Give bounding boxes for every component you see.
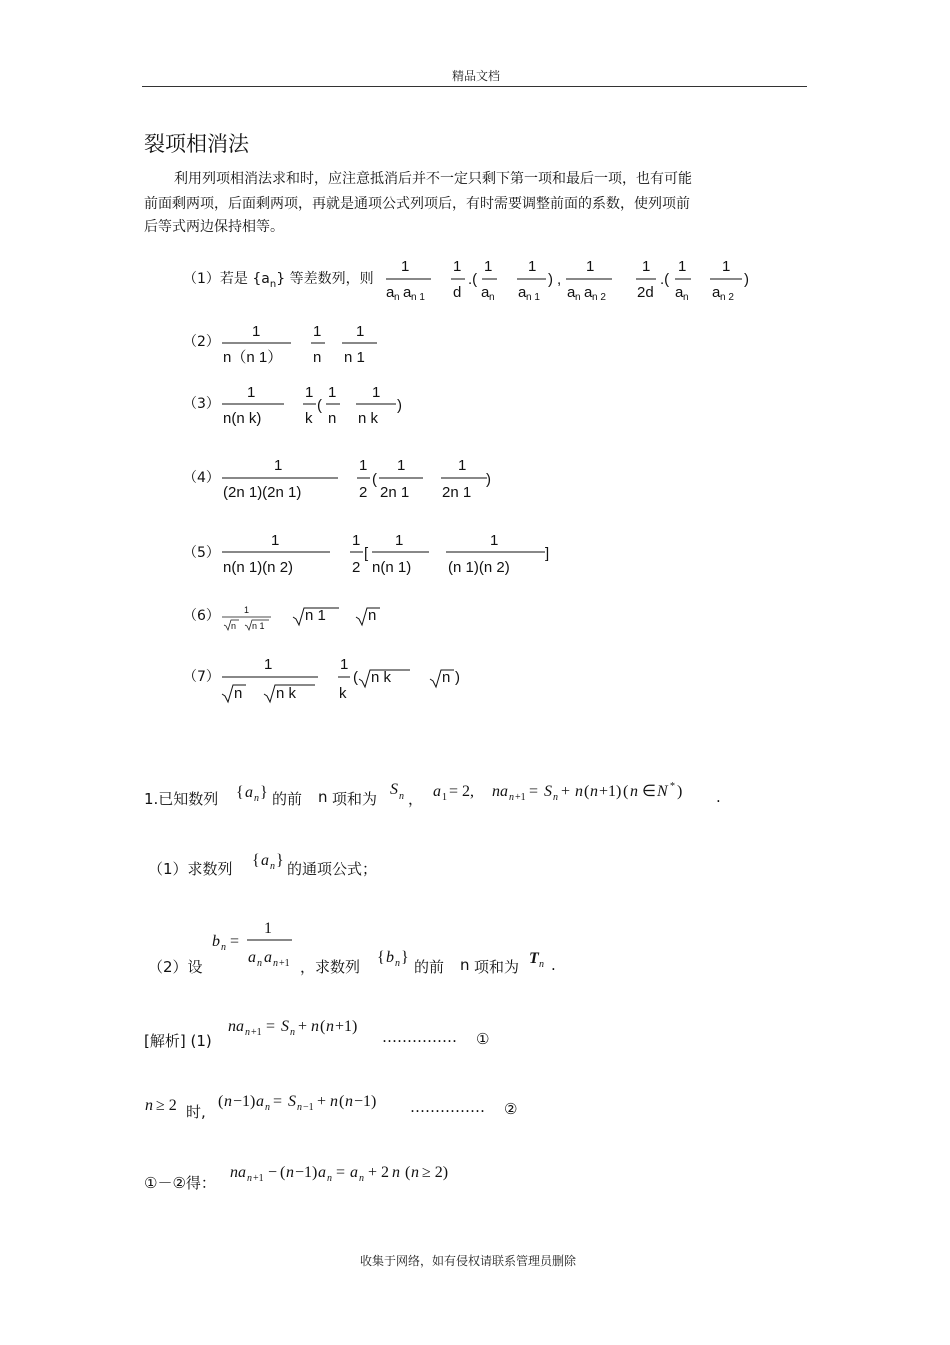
part2-mid3: 项和为 bbox=[474, 958, 520, 976]
svg-text:1: 1 bbox=[442, 792, 447, 803]
svg-text:[: [ bbox=[364, 545, 369, 562]
svg-text:1: 1 bbox=[352, 532, 361, 549]
svg-text:n: n bbox=[368, 607, 377, 624]
svg-text:a: a bbox=[318, 1164, 326, 1181]
svg-text:na: na bbox=[230, 1164, 246, 1181]
svg-text:n k: n k bbox=[358, 410, 379, 427]
formula-4 bbox=[222, 457, 491, 501]
formula-7-label: （7） bbox=[183, 669, 220, 685]
svg-text:2: 2 bbox=[352, 559, 361, 576]
svg-text:n: n bbox=[489, 292, 495, 303]
svg-text:1: 1 bbox=[313, 323, 322, 340]
problem-Sn bbox=[390, 781, 404, 802]
svg-text:}: } bbox=[276, 852, 284, 869]
svg-text:a: a bbox=[261, 852, 269, 869]
svg-text:+1: +1 bbox=[253, 1173, 264, 1184]
svg-text:n: n bbox=[297, 1102, 302, 1113]
solution-dots-1: …………… bbox=[382, 1028, 457, 1046]
svg-text:n（n 1）: n（n 1） bbox=[223, 349, 283, 366]
svg-text:): ) bbox=[455, 669, 460, 686]
formula-7 bbox=[222, 656, 460, 702]
svg-text:a: a bbox=[433, 783, 441, 800]
svg-text:n: n bbox=[327, 1173, 332, 1184]
svg-text:n: n bbox=[330, 1093, 338, 1110]
svg-text:1: 1 bbox=[305, 384, 314, 401]
svg-text:−1): −1) bbox=[354, 1093, 377, 1110]
svg-text:n: n bbox=[683, 292, 689, 303]
svg-text:1: 1 bbox=[722, 258, 731, 275]
svg-text:1: 1 bbox=[528, 258, 537, 275]
svg-text:1: 1 bbox=[642, 258, 651, 275]
svg-text:1: 1 bbox=[678, 258, 687, 275]
svg-text:n: n bbox=[328, 410, 337, 427]
formula-6-label: （6） bbox=[183, 608, 220, 624]
solution-mark-1: ① bbox=[476, 1030, 490, 1048]
svg-text:(: ( bbox=[584, 783, 590, 800]
svg-text:{: { bbox=[377, 949, 385, 966]
svg-text:n: n bbox=[145, 1097, 153, 1114]
svg-text:=: = bbox=[336, 1164, 346, 1181]
intro-line-1: 利用列项相消法求和时，应注意抵消后并不一定只剩下第一项和最后一项，也有可能 bbox=[174, 171, 692, 187]
formula-5-label: （5） bbox=[183, 545, 220, 561]
svg-text:a: a bbox=[584, 284, 593, 301]
svg-text:n(n k): n(n k) bbox=[223, 410, 262, 427]
svg-text:a: a bbox=[245, 784, 253, 801]
svg-text:T: T bbox=[529, 950, 539, 967]
svg-text:−1): −1) bbox=[295, 1164, 318, 1181]
svg-text:na: na bbox=[228, 1018, 244, 1035]
svg-text:1: 1 bbox=[484, 258, 493, 275]
solution-dots-2: …………… bbox=[410, 1098, 485, 1116]
solution-cond-suffix: 时, bbox=[186, 1103, 206, 1121]
part2-set-b bbox=[377, 949, 409, 969]
svg-text:−: − bbox=[268, 1164, 278, 1181]
svg-text:n: n bbox=[326, 1018, 334, 1035]
svg-text:}: } bbox=[401, 949, 409, 966]
svg-text:+ 2: + 2 bbox=[368, 1164, 390, 1181]
svg-text:1: 1 bbox=[274, 457, 283, 474]
solution-eq1 bbox=[228, 1018, 357, 1038]
svg-text:+1: +1 bbox=[279, 958, 290, 969]
svg-text:(: ( bbox=[320, 1018, 326, 1035]
problem-conditions bbox=[433, 781, 682, 803]
part2-mid: ，求数列 bbox=[300, 958, 361, 976]
svg-text:{: { bbox=[252, 852, 260, 869]
formula-6 bbox=[222, 605, 380, 631]
svg-text:n: n bbox=[273, 958, 278, 969]
svg-text:n: n bbox=[509, 792, 514, 803]
formula-2 bbox=[222, 323, 377, 366]
svg-text:n: n bbox=[442, 669, 451, 686]
svg-text:n: n bbox=[270, 861, 275, 872]
page-header: 精品文档 bbox=[452, 69, 501, 83]
svg-text:,: , bbox=[557, 271, 562, 288]
svg-text:na: na bbox=[492, 783, 508, 800]
problem-n: n bbox=[318, 788, 328, 806]
svg-text:n: n bbox=[359, 1173, 364, 1184]
svg-text:]: ] bbox=[545, 545, 550, 562]
svg-text:(: ( bbox=[339, 1093, 345, 1110]
svg-text:n: n bbox=[575, 292, 581, 303]
part1-label: （1）求数列 bbox=[148, 860, 233, 878]
part1-end: 的通项公式； bbox=[287, 860, 378, 878]
svg-text:n k: n k bbox=[371, 669, 392, 686]
svg-text:1: 1 bbox=[356, 323, 365, 340]
svg-text:1: 1 bbox=[395, 532, 404, 549]
svg-text:2d: 2d bbox=[637, 284, 654, 301]
svg-text:a: a bbox=[403, 284, 412, 301]
svg-text:a: a bbox=[350, 1164, 358, 1181]
svg-text:a: a bbox=[248, 949, 256, 966]
svg-text:n: n bbox=[265, 1102, 270, 1113]
svg-text:n: n bbox=[257, 958, 262, 969]
svg-text:1: 1 bbox=[397, 457, 406, 474]
svg-text:S: S bbox=[288, 1093, 296, 1110]
svg-text:(: ( bbox=[405, 1164, 411, 1181]
svg-text:n: n bbox=[630, 783, 638, 800]
svg-text:1: 1 bbox=[247, 384, 256, 401]
svg-text:b: b bbox=[386, 949, 394, 966]
svg-text:≥ 2): ≥ 2) bbox=[422, 1164, 449, 1181]
formula-4-label: （4） bbox=[183, 470, 220, 486]
svg-text:n: n bbox=[313, 349, 322, 366]
svg-text:): ) bbox=[397, 397, 402, 414]
problem-mid1: 的前 bbox=[272, 790, 303, 808]
svg-text:a: a bbox=[518, 284, 527, 301]
svg-text:.(: .( bbox=[468, 271, 478, 288]
svg-text:n: n bbox=[254, 793, 259, 804]
svg-text:n 1: n 1 bbox=[305, 607, 326, 624]
svg-text:∈: ∈ bbox=[642, 783, 656, 800]
svg-text:(: ( bbox=[280, 1164, 286, 1181]
svg-text:n: n bbox=[395, 958, 400, 969]
problem-prefix: 1.已知数列 bbox=[144, 790, 219, 808]
svg-text:n: n bbox=[392, 1164, 400, 1181]
section-title: 裂项相消法 bbox=[144, 132, 249, 156]
svg-text:d: d bbox=[453, 284, 462, 301]
problem-set-a bbox=[236, 784, 268, 804]
svg-text:a: a bbox=[386, 284, 395, 301]
svg-text:1: 1 bbox=[244, 605, 250, 615]
solution-eq2 bbox=[218, 1093, 376, 1113]
svg-text:(: ( bbox=[353, 669, 358, 686]
svg-text:a: a bbox=[264, 949, 272, 966]
svg-text:b: b bbox=[212, 933, 220, 950]
solution-mark-2: ② bbox=[504, 1100, 518, 1118]
svg-text:2n 1: 2n 1 bbox=[380, 484, 410, 501]
svg-text:=: = bbox=[230, 933, 240, 950]
svg-text:n k: n k bbox=[276, 685, 297, 702]
svg-text:(: ( bbox=[372, 471, 377, 488]
svg-text:): ) bbox=[548, 271, 553, 288]
svg-text:n 1: n 1 bbox=[526, 292, 540, 303]
svg-text:1: 1 bbox=[264, 920, 272, 937]
formula-5 bbox=[222, 532, 549, 576]
svg-text:n(n 1)(n 2): n(n 1)(n 2) bbox=[223, 559, 294, 576]
svg-text:−1: −1 bbox=[303, 1102, 314, 1113]
svg-text:n: n bbox=[231, 621, 237, 631]
svg-text:n 2: n 2 bbox=[720, 292, 734, 303]
part1-set-a bbox=[252, 852, 284, 872]
svg-text:+1): +1) bbox=[335, 1018, 358, 1035]
svg-text:): ) bbox=[744, 271, 749, 288]
svg-text:}: } bbox=[260, 784, 268, 801]
part2-bn-def bbox=[212, 920, 292, 969]
svg-text:≥ 2: ≥ 2 bbox=[156, 1097, 177, 1114]
problem-mid2: 项和为 bbox=[332, 790, 378, 808]
svg-text:+: + bbox=[317, 1093, 327, 1110]
svg-text:n: n bbox=[247, 1173, 252, 1184]
svg-text:(: ( bbox=[218, 1093, 224, 1110]
svg-text:=: = bbox=[273, 1093, 283, 1110]
svg-text:a: a bbox=[256, 1093, 264, 1110]
svg-text:(: ( bbox=[623, 783, 629, 800]
svg-text:+: + bbox=[561, 783, 571, 800]
svg-text:n: n bbox=[311, 1018, 319, 1035]
svg-text:n 1: n 1 bbox=[344, 349, 365, 366]
svg-text:n: n bbox=[245, 1027, 250, 1038]
svg-text:): ) bbox=[677, 783, 683, 800]
svg-text:1: 1 bbox=[458, 457, 467, 474]
svg-text:n: n bbox=[234, 685, 243, 702]
intro-line-2: 前面剩两项，后面剩两项，再就是通项公式列项后，有时需要调整前面的系数，使列项前 bbox=[144, 196, 690, 212]
svg-text:n(n 1): n(n 1) bbox=[372, 559, 412, 576]
problem-end: . bbox=[716, 788, 721, 806]
formula-3-label: （3） bbox=[183, 396, 220, 412]
svg-text:1: 1 bbox=[328, 384, 337, 401]
svg-text:(n 1)(n 2): (n 1)(n 2) bbox=[448, 559, 510, 576]
svg-text:1: 1 bbox=[453, 258, 462, 275]
svg-text:1: 1 bbox=[264, 656, 273, 673]
svg-text:n: n bbox=[399, 791, 404, 802]
page-footer: 收集于网络，如有侵权请联系管理员删除 bbox=[360, 1254, 577, 1268]
svg-text:a: a bbox=[712, 284, 721, 301]
svg-text:n: n bbox=[290, 1027, 295, 1038]
svg-text:S: S bbox=[544, 783, 552, 800]
formula-3 bbox=[222, 384, 402, 427]
svg-text:1: 1 bbox=[401, 258, 410, 275]
svg-text:1: 1 bbox=[490, 532, 499, 549]
svg-text:a: a bbox=[567, 284, 576, 301]
svg-text:n: n bbox=[539, 959, 544, 970]
svg-text:1: 1 bbox=[359, 457, 368, 474]
sequence-set: $\{a_n\}$ bbox=[252, 271, 286, 290]
formula-1-label: （1）若是 $\{a_n\}$ 等差数列，则 bbox=[183, 271, 374, 290]
solution-cond bbox=[145, 1097, 177, 1114]
svg-text:1: 1 bbox=[372, 384, 381, 401]
svg-text:n 2: n 2 bbox=[592, 292, 606, 303]
svg-text:1: 1 bbox=[252, 323, 261, 340]
svg-text:+1): +1) bbox=[599, 783, 622, 800]
svg-text:=: = bbox=[266, 1018, 276, 1035]
formula-1 bbox=[386, 258, 749, 303]
svg-text:S: S bbox=[281, 1018, 289, 1035]
part2-end: . bbox=[551, 956, 556, 974]
svg-text:n: n bbox=[575, 783, 583, 800]
svg-text:(: ( bbox=[317, 397, 322, 414]
svg-text:1: 1 bbox=[586, 258, 595, 275]
problem-comma: ， bbox=[408, 790, 424, 808]
svg-text:k: k bbox=[339, 685, 347, 702]
svg-text:n 1: n 1 bbox=[252, 621, 265, 631]
svg-text:.(: .( bbox=[660, 271, 670, 288]
svg-text:n: n bbox=[411, 1164, 419, 1181]
svg-text:*: * bbox=[670, 781, 675, 792]
svg-text:+1: +1 bbox=[515, 792, 526, 803]
svg-text:n: n bbox=[221, 942, 226, 953]
svg-text:= 2,: = 2, bbox=[449, 783, 475, 800]
svg-text:+1: +1 bbox=[251, 1027, 262, 1038]
part2-n: n bbox=[460, 956, 470, 974]
svg-text:{: { bbox=[236, 784, 244, 801]
solution-step3-label: ①－②得： bbox=[144, 1174, 216, 1192]
svg-text:n: n bbox=[553, 792, 558, 803]
svg-text:n: n bbox=[394, 292, 400, 303]
solution-eq3 bbox=[230, 1164, 448, 1184]
svg-text:N: N bbox=[657, 783, 668, 800]
part2-Tn bbox=[529, 950, 544, 970]
solution-label: [解析] (1) bbox=[144, 1032, 212, 1050]
part2-mid2: 的前 bbox=[414, 958, 445, 976]
svg-text:n: n bbox=[345, 1093, 353, 1110]
svg-text:n: n bbox=[286, 1164, 294, 1181]
svg-text:a: a bbox=[675, 284, 684, 301]
svg-text:2: 2 bbox=[359, 484, 368, 501]
svg-text:(2n 1)(2n 1): (2n 1)(2n 1) bbox=[223, 484, 302, 501]
svg-text:S: S bbox=[390, 781, 398, 798]
svg-text:1: 1 bbox=[271, 532, 280, 549]
svg-text:k: k bbox=[305, 410, 313, 427]
svg-text:): ) bbox=[486, 471, 491, 488]
svg-text:=: = bbox=[529, 783, 539, 800]
svg-text:a: a bbox=[481, 284, 490, 301]
svg-text:2n 1: 2n 1 bbox=[442, 484, 472, 501]
svg-text:n: n bbox=[224, 1093, 232, 1110]
formula-2-label: （2） bbox=[183, 334, 220, 350]
svg-text:n 1: n 1 bbox=[411, 292, 425, 303]
svg-text:+: + bbox=[298, 1018, 308, 1035]
intro-line-3: 后等式两边保持相等。 bbox=[144, 219, 284, 235]
svg-text:−1): −1) bbox=[233, 1093, 256, 1110]
svg-text:n: n bbox=[590, 783, 598, 800]
part2-label: （2）设 bbox=[148, 958, 203, 976]
svg-text:1: 1 bbox=[340, 656, 349, 673]
